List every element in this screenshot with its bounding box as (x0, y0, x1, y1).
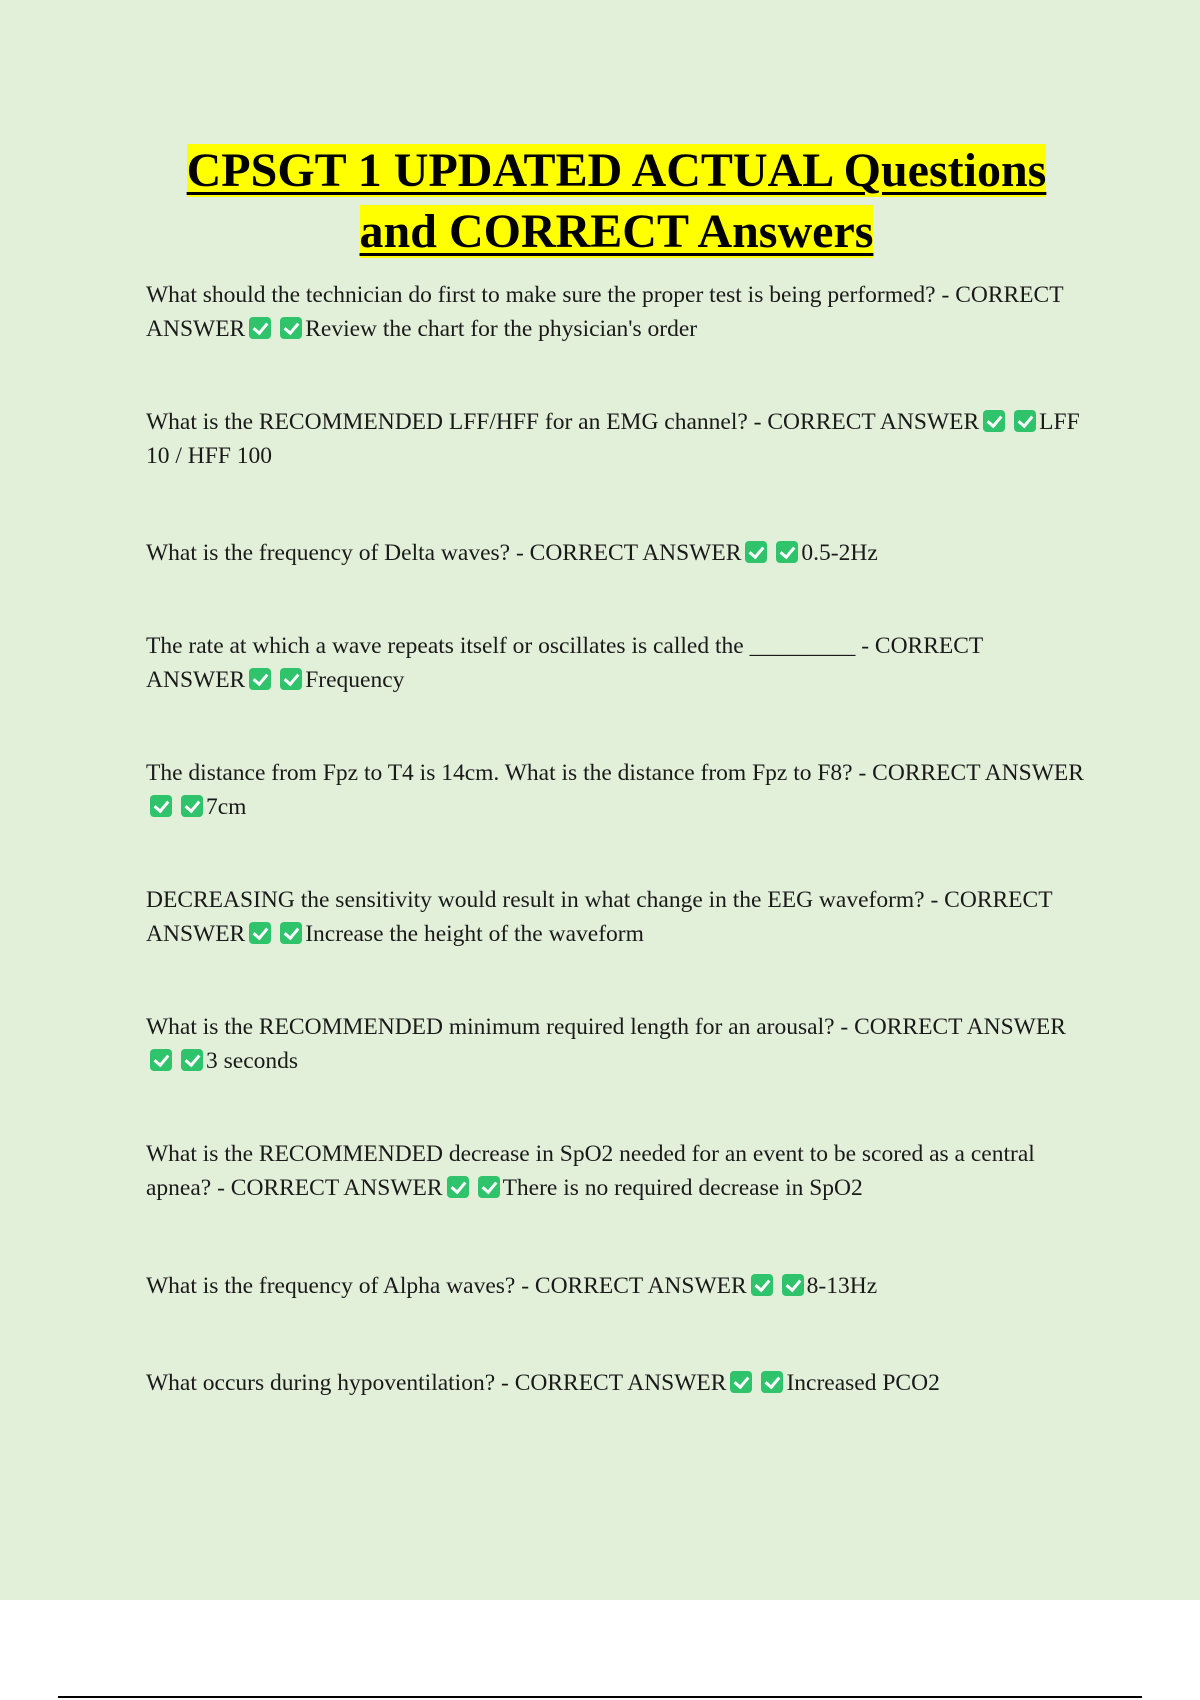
answer-text: 8-13Hz (806, 1273, 878, 1299)
title-line-1: CPSGT 1 UPDATED ACTUAL Questions (186, 144, 1047, 197)
qa-item-7 (146, 1010, 1086, 1078)
check-mark-button-icon (983, 410, 1005, 432)
check-mark-button-icon (249, 668, 271, 690)
answer-text: Increased PCO2 (786, 1370, 940, 1396)
answer-text: LFF 10 / HFF 100 (146, 409, 1080, 469)
check-mark-button-icon (249, 922, 271, 944)
answer-text: There is no required decrease in SpO2 (502, 1175, 863, 1201)
qa-item-9 (146, 1269, 1086, 1303)
check-mark-button-icon (280, 922, 302, 944)
check-mark-button-icon (478, 1176, 500, 1198)
check-mark-button-icon (776, 541, 798, 563)
check-mark-button-icon (730, 1371, 752, 1393)
check-mark-button-icon (761, 1371, 783, 1393)
qa-item-8 (146, 1137, 1086, 1205)
check-mark-button-icon (280, 317, 302, 339)
answer-text: Frequency (305, 667, 405, 693)
question-text: What occurs during hypoventilation? - CORRECT ANSWER (146, 1370, 727, 1396)
title-line-2: and CORRECT Answers (359, 205, 874, 258)
question-text: What is the RECOMMENDED minimum required length for an arousal? - CORRECT ANSWER (146, 1014, 1066, 1040)
answer-text: Increase the height of the waveform (305, 921, 644, 947)
document-title (100, 140, 1133, 262)
answer-text: 0.5-2Hz (801, 540, 878, 566)
check-mark-button-icon (181, 1049, 203, 1071)
check-mark-button-icon (150, 795, 172, 817)
qa-item-6 (146, 883, 1086, 951)
qa-item-3 (146, 536, 1086, 570)
question-text: What is the frequency of Alpha waves? - CORRECT ANSWER (146, 1273, 747, 1299)
qa-item-1 (146, 278, 1086, 346)
qa-item-2 (146, 405, 1086, 473)
check-mark-button-icon (751, 1274, 773, 1296)
question-text: DECREASING the sensitivity would result in what change in the EEG waveform? - CORRECT ANSWER (146, 887, 1053, 947)
answer-text: 3 seconds (206, 1048, 299, 1074)
qa-item-5 (146, 756, 1086, 824)
check-mark-button-icon (1014, 410, 1036, 432)
question-text: The distance from Fpz to T4 is 14cm. What is the distance from Fpz to F8? - CORRECT ANSWER (146, 760, 1084, 786)
page-footer-divider (58, 1696, 1142, 1698)
qa-item-10 (146, 1366, 1086, 1400)
check-mark-button-icon (280, 668, 302, 690)
question-text: What is the RECOMMENDED LFF/HFF for an EMG channel? - CORRECT ANSWER (146, 409, 980, 435)
check-mark-button-icon (181, 795, 203, 817)
question-text: The rate at which a wave repeats itself or oscillates is called the _________ - CORRECT ANSWER (146, 633, 983, 693)
question-text: What should the technician do first to make sure the proper test is being performed? - CORRECT ANSWER (146, 282, 1064, 342)
check-mark-button-icon (150, 1049, 172, 1071)
check-mark-button-icon (745, 541, 767, 563)
question-text: What is the frequency of Delta waves? - CORRECT ANSWER (146, 540, 742, 566)
question-text: What is the RECOMMENDED decrease in SpO2 needed for an event to be scored as a central apnea? - CORRECT ANSWER (146, 1141, 1035, 1201)
check-mark-button-icon (447, 1176, 469, 1198)
answer-text: 7cm (206, 794, 247, 820)
answer-text: Review the chart for the physician's order (305, 316, 698, 342)
qa-item-4 (146, 629, 1086, 697)
check-mark-button-icon (782, 1274, 804, 1296)
check-mark-button-icon (249, 317, 271, 339)
